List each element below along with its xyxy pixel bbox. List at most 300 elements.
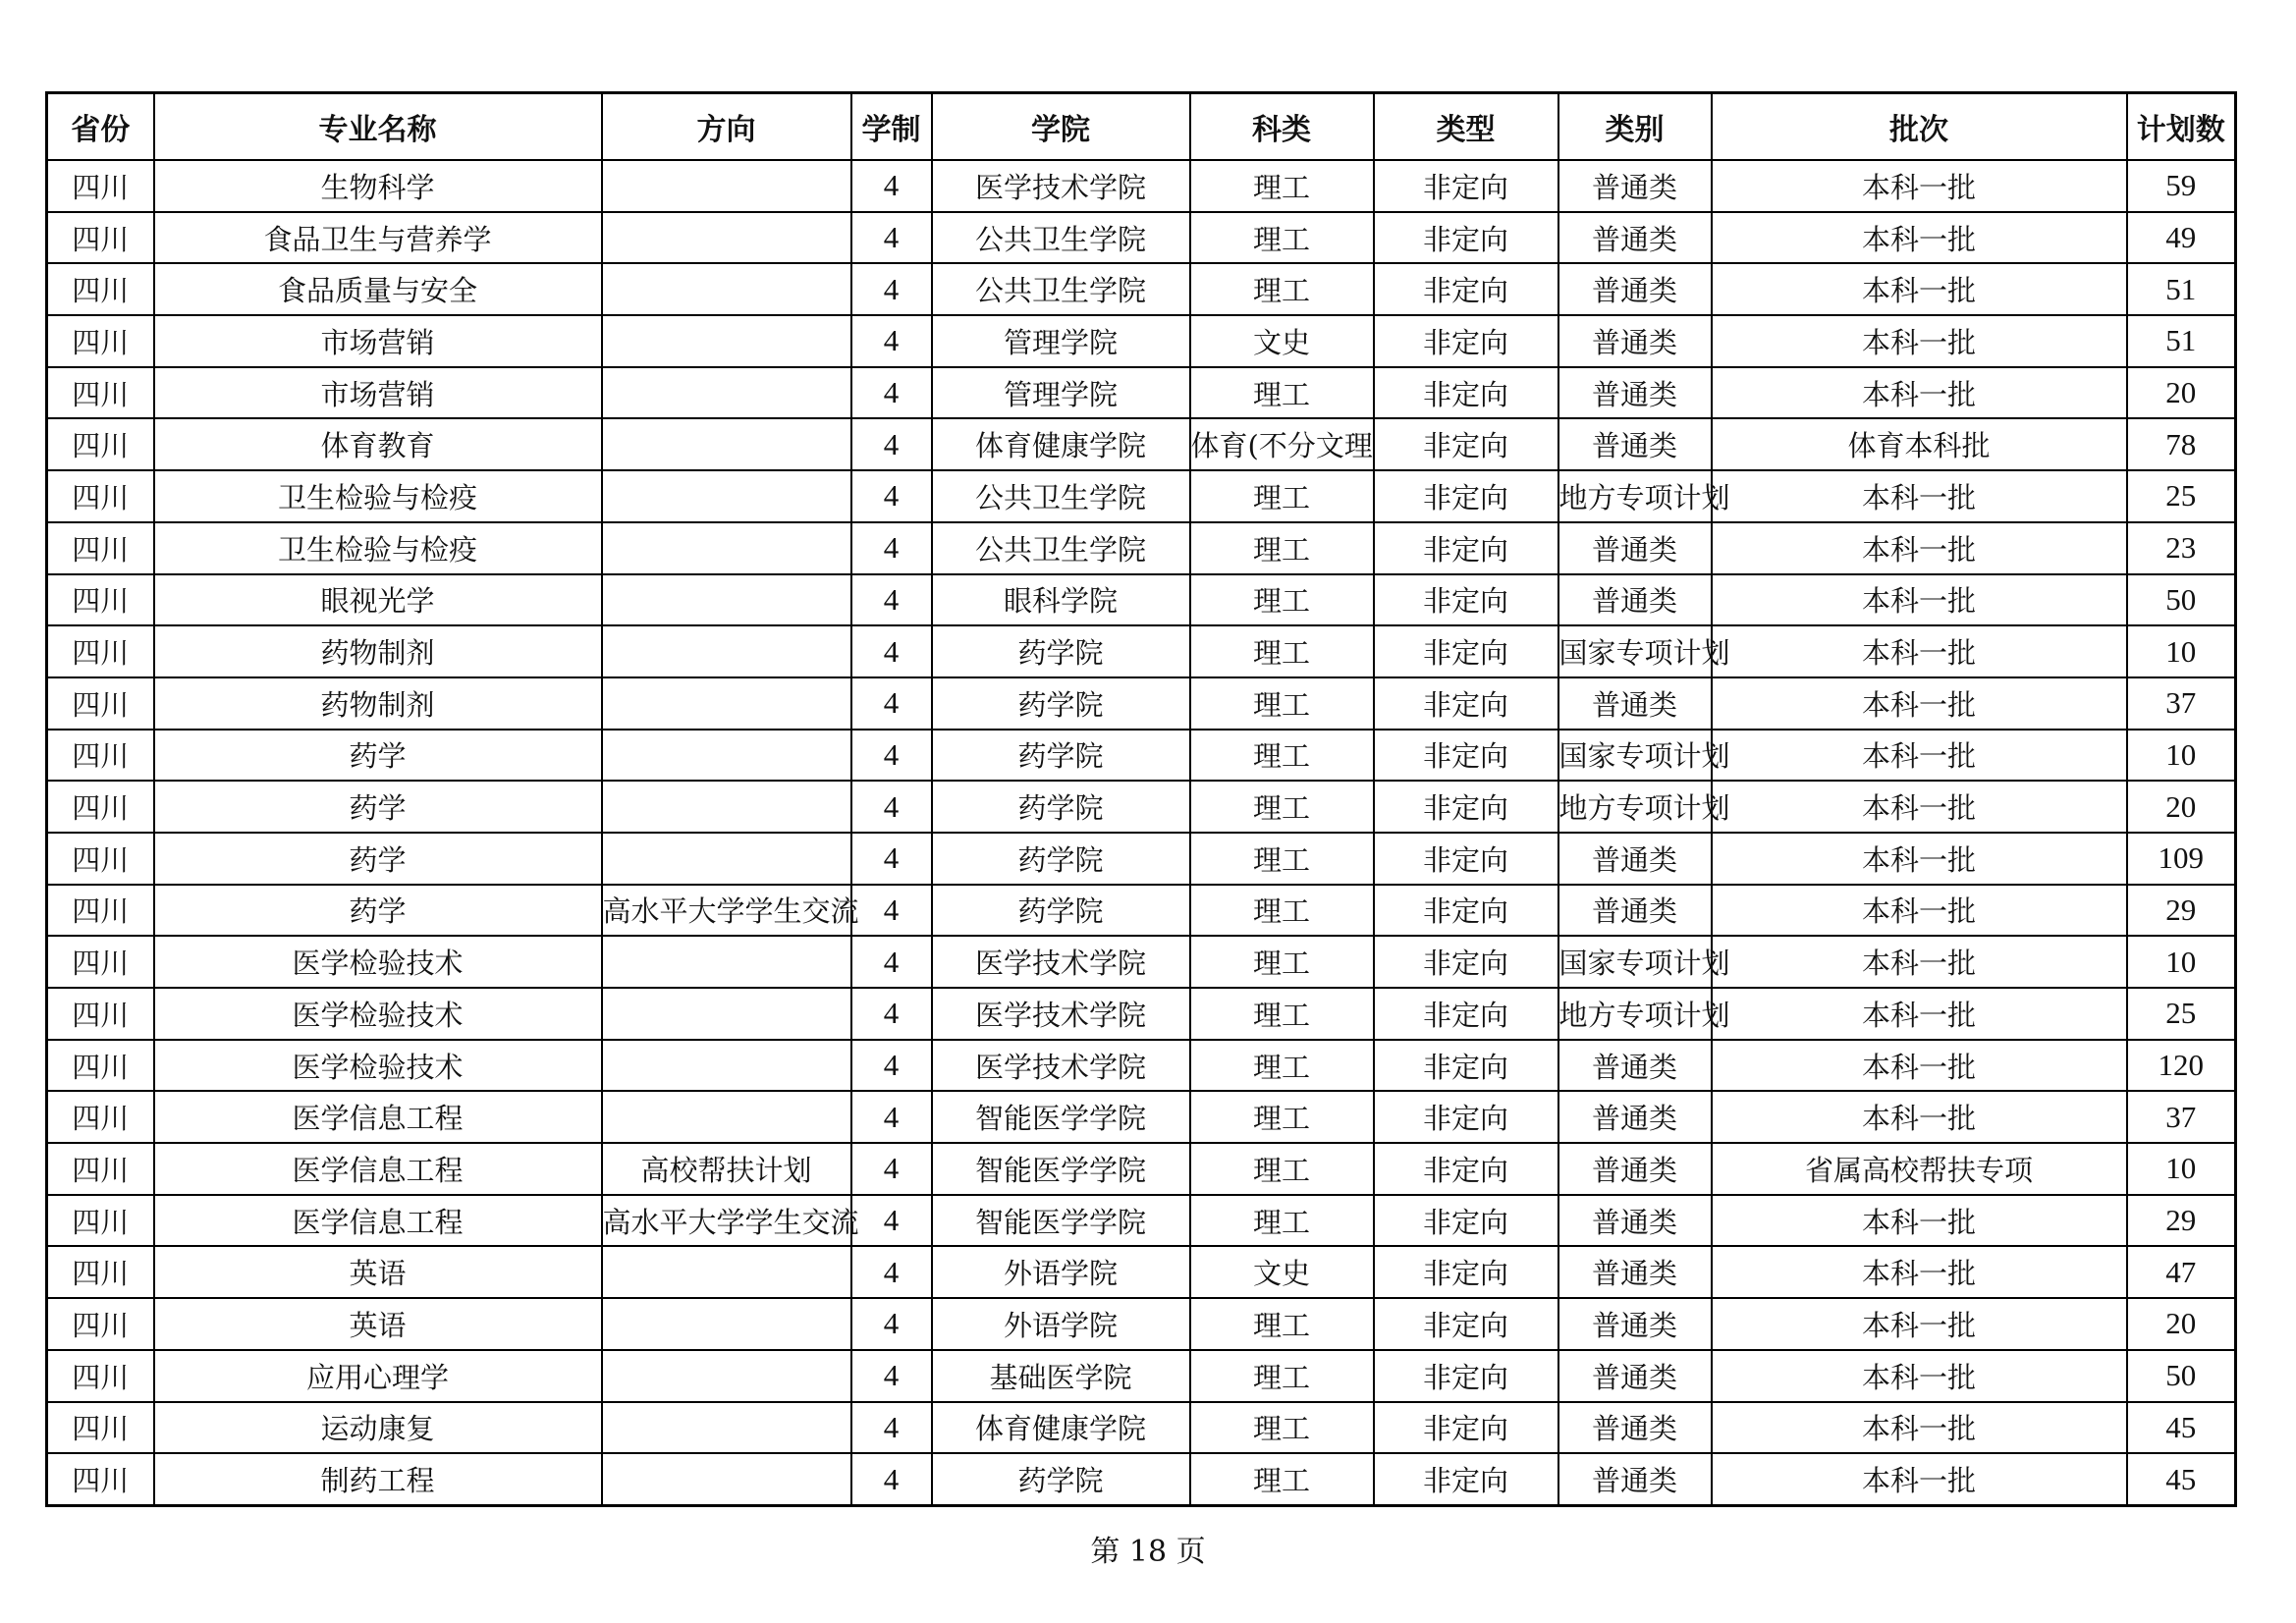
cell-major-name: 医学检验技术 <box>154 936 602 988</box>
table-row <box>47 936 2236 988</box>
cell-plan-count: 120 <box>2127 1040 2236 1092</box>
cell-duration: 4 <box>851 470 932 522</box>
cell-duration: 4 <box>851 1350 932 1402</box>
cell-plan-count: 29 <box>2127 885 2236 937</box>
cell-type: 非定向 <box>1374 936 1558 988</box>
cell-province: 四川 <box>47 470 154 522</box>
cell-college: 智能医学学院 <box>932 1091 1190 1143</box>
cell-class: 普通类 <box>1558 1453 1712 1505</box>
cell-plan-count: 59 <box>2127 160 2236 212</box>
cell-class: 普通类 <box>1558 1195 1712 1247</box>
table-row <box>47 212 2236 264</box>
cell-college: 外语学院 <box>932 1298 1190 1350</box>
cell-batch: 本科一批 <box>1712 1298 2127 1350</box>
cell-college: 药学院 <box>932 885 1190 937</box>
cell-direction <box>602 1453 851 1505</box>
cell-direction <box>602 212 851 264</box>
cell-batch: 本科一批 <box>1712 315 2127 367</box>
cell-province: 四川 <box>47 1040 154 1092</box>
cell-plan-count: 25 <box>2127 470 2236 522</box>
header-batch: 批次 <box>1712 93 2127 161</box>
cell-class: 普通类 <box>1558 885 1712 937</box>
cell-direction <box>602 1350 851 1402</box>
cell-class: 普通类 <box>1558 418 1712 470</box>
cell-plan-count: 47 <box>2127 1246 2236 1298</box>
cell-duration: 4 <box>851 730 932 782</box>
cell-duration: 4 <box>851 1453 932 1505</box>
cell-class: 普通类 <box>1558 574 1712 626</box>
cell-province: 四川 <box>47 1246 154 1298</box>
cell-college: 医学技术学院 <box>932 988 1190 1040</box>
cell-class: 普通类 <box>1558 315 1712 367</box>
table-row <box>47 730 2236 782</box>
cell-subject-category: 理工 <box>1190 730 1374 782</box>
table-row <box>47 263 2236 315</box>
cell-direction <box>602 367 851 419</box>
cell-direction <box>602 1402 851 1454</box>
cell-direction <box>602 418 851 470</box>
cell-direction <box>602 1040 851 1092</box>
cell-plan-count: 51 <box>2127 263 2236 315</box>
cell-batch: 本科一批 <box>1712 470 2127 522</box>
cell-class: 普通类 <box>1558 1402 1712 1454</box>
cell-class: 普通类 <box>1558 263 1712 315</box>
cell-major-name: 制药工程 <box>154 1453 602 1505</box>
cell-duration: 4 <box>851 418 932 470</box>
cell-province: 四川 <box>47 885 154 937</box>
cell-college: 体育健康学院 <box>932 418 1190 470</box>
header-college: 学院 <box>932 93 1190 161</box>
cell-college: 医学技术学院 <box>932 160 1190 212</box>
cell-direction <box>602 625 851 677</box>
cell-duration: 4 <box>851 625 932 677</box>
table-row <box>47 1195 2236 1247</box>
cell-type: 非定向 <box>1374 263 1558 315</box>
cell-college: 药学院 <box>932 730 1190 782</box>
cell-class: 地方专项计划 <box>1558 470 1712 522</box>
cell-plan-count: 50 <box>2127 574 2236 626</box>
cell-type: 非定向 <box>1374 833 1558 885</box>
cell-subject-category: 理工 <box>1190 1298 1374 1350</box>
cell-subject-category: 理工 <box>1190 160 1374 212</box>
cell-college: 基础医学院 <box>932 1350 1190 1402</box>
table-row <box>47 522 2236 574</box>
table-header-row <box>47 93 2236 161</box>
cell-class: 普通类 <box>1558 677 1712 730</box>
cell-major-name: 卫生检验与检疫 <box>154 522 602 574</box>
cell-province: 四川 <box>47 677 154 730</box>
table-row <box>47 988 2236 1040</box>
table-row <box>47 315 2236 367</box>
cell-province: 四川 <box>47 1402 154 1454</box>
cell-major-name: 眼视光学 <box>154 574 602 626</box>
cell-direction <box>602 677 851 730</box>
cell-batch: 本科一批 <box>1712 1453 2127 1505</box>
cell-direction <box>602 730 851 782</box>
cell-province: 四川 <box>47 160 154 212</box>
cell-college: 公共卫生学院 <box>932 263 1190 315</box>
cell-college: 医学技术学院 <box>932 1040 1190 1092</box>
cell-province: 四川 <box>47 522 154 574</box>
cell-major-name: 药学 <box>154 730 602 782</box>
cell-subject-category: 理工 <box>1190 263 1374 315</box>
cell-subject-category: 理工 <box>1190 1091 1374 1143</box>
cell-class: 普通类 <box>1558 1350 1712 1402</box>
cell-major-name: 食品卫生与营养学 <box>154 212 602 264</box>
cell-batch: 本科一批 <box>1712 730 2127 782</box>
cell-subject-category: 理工 <box>1190 1453 1374 1505</box>
cell-subject-category: 理工 <box>1190 988 1374 1040</box>
cell-duration: 4 <box>851 833 932 885</box>
cell-plan-count: 23 <box>2127 522 2236 574</box>
cell-subject-category: 理工 <box>1190 1195 1374 1247</box>
table-row <box>47 1298 2236 1350</box>
cell-direction <box>602 263 851 315</box>
cell-class: 普通类 <box>1558 833 1712 885</box>
cell-batch: 本科一批 <box>1712 574 2127 626</box>
cell-major-name: 医学信息工程 <box>154 1091 602 1143</box>
cell-province: 四川 <box>47 367 154 419</box>
cell-college: 医学技术学院 <box>932 936 1190 988</box>
cell-plan-count: 10 <box>2127 625 2236 677</box>
cell-province: 四川 <box>47 212 154 264</box>
cell-batch: 本科一批 <box>1712 988 2127 1040</box>
cell-college: 体育健康学院 <box>932 1402 1190 1454</box>
cell-class: 国家专项计划 <box>1558 936 1712 988</box>
table-row <box>47 418 2236 470</box>
cell-type: 非定向 <box>1374 418 1558 470</box>
cell-direction: 高水平大学学生交流 <box>602 1195 851 1247</box>
cell-duration: 4 <box>851 781 932 833</box>
cell-type: 非定向 <box>1374 988 1558 1040</box>
cell-province: 四川 <box>47 625 154 677</box>
header-plan-count: 计划数 <box>2127 93 2236 161</box>
cell-duration: 4 <box>851 1091 932 1143</box>
header-direction: 方向 <box>602 93 851 161</box>
cell-subject-category: 理工 <box>1190 885 1374 937</box>
cell-duration: 4 <box>851 574 932 626</box>
cell-major-name: 生物科学 <box>154 160 602 212</box>
cell-duration: 4 <box>851 936 932 988</box>
cell-major-name: 医学检验技术 <box>154 1040 602 1092</box>
cell-class: 国家专项计划 <box>1558 730 1712 782</box>
cell-batch: 本科一批 <box>1712 1040 2127 1092</box>
cell-subject-category: 文史 <box>1190 1246 1374 1298</box>
cell-batch: 本科一批 <box>1712 1246 2127 1298</box>
cell-plan-count: 45 <box>2127 1402 2236 1454</box>
cell-major-name: 食品质量与安全 <box>154 263 602 315</box>
cell-plan-count: 10 <box>2127 1143 2236 1195</box>
cell-type: 非定向 <box>1374 522 1558 574</box>
table-row <box>47 1040 2236 1092</box>
table-row <box>47 833 2236 885</box>
cell-plan-count: 20 <box>2127 781 2236 833</box>
cell-class: 普通类 <box>1558 1091 1712 1143</box>
enrollment-plan-table <box>45 91 2237 1507</box>
cell-type: 非定向 <box>1374 1040 1558 1092</box>
cell-subject-category: 理工 <box>1190 1350 1374 1402</box>
cell-province: 四川 <box>47 1453 154 1505</box>
table-row <box>47 1453 2236 1505</box>
cell-college: 药学院 <box>932 1453 1190 1505</box>
cell-college: 外语学院 <box>932 1246 1190 1298</box>
cell-class: 普通类 <box>1558 1246 1712 1298</box>
cell-class: 普通类 <box>1558 1143 1712 1195</box>
cell-type: 非定向 <box>1374 367 1558 419</box>
cell-major-name: 药学 <box>154 781 602 833</box>
cell-plan-count: 49 <box>2127 212 2236 264</box>
cell-major-name: 医学信息工程 <box>154 1143 602 1195</box>
cell-major-name: 药学 <box>154 833 602 885</box>
cell-subject-category: 理工 <box>1190 470 1374 522</box>
cell-province: 四川 <box>47 988 154 1040</box>
header-subject-category: 科类 <box>1190 93 1374 161</box>
cell-duration: 4 <box>851 1298 932 1350</box>
table-row <box>47 781 2236 833</box>
cell-type: 非定向 <box>1374 625 1558 677</box>
cell-subject-category: 体育(不分文理 <box>1190 418 1374 470</box>
cell-duration: 4 <box>851 1040 932 1092</box>
cell-duration: 4 <box>851 1246 932 1298</box>
header-type: 类型 <box>1374 93 1558 161</box>
cell-type: 非定向 <box>1374 1402 1558 1454</box>
cell-type: 非定向 <box>1374 1246 1558 1298</box>
table-body <box>47 160 2236 1505</box>
cell-type: 非定向 <box>1374 212 1558 264</box>
cell-direction: 高校帮扶计划 <box>602 1143 851 1195</box>
cell-class: 普通类 <box>1558 1040 1712 1092</box>
cell-subject-category: 理工 <box>1190 522 1374 574</box>
cell-duration: 4 <box>851 315 932 367</box>
page-number: 第 18 页 <box>1090 1535 1206 1569</box>
cell-direction: 高水平大学学生交流 <box>602 885 851 937</box>
table-row <box>47 1246 2236 1298</box>
cell-batch: 本科一批 <box>1712 833 2127 885</box>
cell-class: 地方专项计划 <box>1558 988 1712 1040</box>
cell-province: 四川 <box>47 315 154 367</box>
cell-major-name: 市场营销 <box>154 315 602 367</box>
cell-plan-count: 37 <box>2127 1091 2236 1143</box>
cell-type: 非定向 <box>1374 315 1558 367</box>
table-row <box>47 1350 2236 1402</box>
cell-province: 四川 <box>47 730 154 782</box>
cell-college: 公共卫生学院 <box>932 212 1190 264</box>
cell-subject-category: 理工 <box>1190 677 1374 730</box>
cell-plan-count: 51 <box>2127 315 2236 367</box>
cell-subject-category: 理工 <box>1190 1402 1374 1454</box>
cell-duration: 4 <box>851 212 932 264</box>
header-province: 省份 <box>47 93 154 161</box>
cell-plan-count: 109 <box>2127 833 2236 885</box>
cell-duration: 4 <box>851 522 932 574</box>
cell-batch: 本科一批 <box>1712 367 2127 419</box>
cell-batch: 本科一批 <box>1712 212 2127 264</box>
cell-batch: 本科一批 <box>1712 625 2127 677</box>
cell-province: 四川 <box>47 781 154 833</box>
cell-direction <box>602 1091 851 1143</box>
cell-direction <box>602 315 851 367</box>
cell-plan-count: 45 <box>2127 1453 2236 1505</box>
cell-duration: 4 <box>851 885 932 937</box>
cell-direction <box>602 1298 851 1350</box>
cell-college: 药学院 <box>932 833 1190 885</box>
cell-subject-category: 理工 <box>1190 1143 1374 1195</box>
cell-duration: 4 <box>851 263 932 315</box>
cell-college: 公共卫生学院 <box>932 470 1190 522</box>
cell-duration: 4 <box>851 988 932 1040</box>
table-row <box>47 625 2236 677</box>
cell-major-name: 药物制剂 <box>154 625 602 677</box>
cell-major-name: 英语 <box>154 1298 602 1350</box>
cell-province: 四川 <box>47 1091 154 1143</box>
cell-batch: 本科一批 <box>1712 263 2127 315</box>
cell-type: 非定向 <box>1374 1350 1558 1402</box>
cell-type: 非定向 <box>1374 885 1558 937</box>
cell-province: 四川 <box>47 418 154 470</box>
cell-class: 普通类 <box>1558 522 1712 574</box>
cell-class: 普通类 <box>1558 1298 1712 1350</box>
cell-plan-count: 37 <box>2127 677 2236 730</box>
cell-type: 非定向 <box>1374 730 1558 782</box>
cell-college: 智能医学学院 <box>932 1143 1190 1195</box>
table-row <box>47 1402 2236 1454</box>
header-major-name: 专业名称 <box>154 93 602 161</box>
cell-college: 眼科学院 <box>932 574 1190 626</box>
cell-class: 普通类 <box>1558 212 1712 264</box>
cell-batch: 本科一批 <box>1712 1091 2127 1143</box>
cell-type: 非定向 <box>1374 1298 1558 1350</box>
cell-college: 管理学院 <box>932 315 1190 367</box>
cell-type: 非定向 <box>1374 781 1558 833</box>
cell-type: 非定向 <box>1374 1091 1558 1143</box>
cell-type: 非定向 <box>1374 677 1558 730</box>
cell-class: 普通类 <box>1558 160 1712 212</box>
cell-plan-count: 29 <box>2127 1195 2236 1247</box>
cell-subject-category: 理工 <box>1190 936 1374 988</box>
cell-plan-count: 10 <box>2127 936 2236 988</box>
cell-subject-category: 理工 <box>1190 833 1374 885</box>
cell-type: 非定向 <box>1374 1453 1558 1505</box>
cell-major-name: 医学检验技术 <box>154 988 602 1040</box>
table-row <box>47 677 2236 730</box>
header-class: 类别 <box>1558 93 1712 161</box>
cell-class: 普通类 <box>1558 367 1712 419</box>
cell-duration: 4 <box>851 677 932 730</box>
cell-duration: 4 <box>851 1195 932 1247</box>
cell-province: 四川 <box>47 263 154 315</box>
cell-type: 非定向 <box>1374 1143 1558 1195</box>
cell-batch: 本科一批 <box>1712 160 2127 212</box>
table-row <box>47 885 2236 937</box>
cell-direction <box>602 1246 851 1298</box>
cell-college: 药学院 <box>932 781 1190 833</box>
cell-duration: 4 <box>851 1143 932 1195</box>
cell-duration: 4 <box>851 367 932 419</box>
cell-major-name: 运动康复 <box>154 1402 602 1454</box>
cell-class: 国家专项计划 <box>1558 625 1712 677</box>
cell-province: 四川 <box>47 833 154 885</box>
cell-major-name: 应用心理学 <box>154 1350 602 1402</box>
cell-province: 四川 <box>47 1350 154 1402</box>
cell-type: 非定向 <box>1374 470 1558 522</box>
cell-province: 四川 <box>47 574 154 626</box>
table-row <box>47 1091 2236 1143</box>
cell-college: 药学院 <box>932 625 1190 677</box>
cell-direction <box>602 160 851 212</box>
table-row <box>47 367 2236 419</box>
cell-major-name: 卫生检验与检疫 <box>154 470 602 522</box>
cell-batch: 本科一批 <box>1712 885 2127 937</box>
cell-subject-category: 理工 <box>1190 781 1374 833</box>
cell-subject-category: 理工 <box>1190 625 1374 677</box>
cell-plan-count: 78 <box>2127 418 2236 470</box>
cell-subject-category: 文史 <box>1190 315 1374 367</box>
cell-subject-category: 理工 <box>1190 574 1374 626</box>
cell-plan-count: 10 <box>2127 730 2236 782</box>
header-duration: 学制 <box>851 93 932 161</box>
cell-major-name: 药物制剂 <box>154 677 602 730</box>
cell-batch: 本科一批 <box>1712 522 2127 574</box>
cell-batch: 体育本科批 <box>1712 418 2127 470</box>
cell-major-name: 市场营销 <box>154 367 602 419</box>
cell-major-name: 医学信息工程 <box>154 1195 602 1247</box>
cell-direction <box>602 522 851 574</box>
table-row <box>47 574 2236 626</box>
cell-direction <box>602 781 851 833</box>
cell-province: 四川 <box>47 1143 154 1195</box>
cell-college: 管理学院 <box>932 367 1190 419</box>
cell-major-name: 英语 <box>154 1246 602 1298</box>
cell-college: 药学院 <box>932 677 1190 730</box>
cell-direction <box>602 470 851 522</box>
cell-type: 非定向 <box>1374 1195 1558 1247</box>
cell-duration: 4 <box>851 1402 932 1454</box>
cell-plan-count: 20 <box>2127 367 2236 419</box>
cell-direction <box>602 833 851 885</box>
cell-province: 四川 <box>47 936 154 988</box>
cell-major-name: 体育教育 <box>154 418 602 470</box>
cell-plan-count: 20 <box>2127 1298 2236 1350</box>
cell-subject-category: 理工 <box>1190 1040 1374 1092</box>
table-row <box>47 160 2236 212</box>
cell-province: 四川 <box>47 1298 154 1350</box>
cell-batch: 本科一批 <box>1712 936 2127 988</box>
cell-batch: 本科一批 <box>1712 1350 2127 1402</box>
cell-college: 公共卫生学院 <box>932 522 1190 574</box>
cell-plan-count: 50 <box>2127 1350 2236 1402</box>
cell-duration: 4 <box>851 160 932 212</box>
cell-batch: 本科一批 <box>1712 677 2127 730</box>
cell-subject-category: 理工 <box>1190 212 1374 264</box>
cell-batch: 省属高校帮扶专项 <box>1712 1143 2127 1195</box>
cell-college: 智能医学学院 <box>932 1195 1190 1247</box>
cell-batch: 本科一批 <box>1712 1402 2127 1454</box>
cell-major-name: 药学 <box>154 885 602 937</box>
cell-direction <box>602 574 851 626</box>
cell-province: 四川 <box>47 1195 154 1247</box>
cell-plan-count: 25 <box>2127 988 2236 1040</box>
cell-batch: 本科一批 <box>1712 1195 2127 1247</box>
cell-direction <box>602 936 851 988</box>
cell-batch: 本科一批 <box>1712 781 2127 833</box>
cell-class: 地方专项计划 <box>1558 781 1712 833</box>
table-row <box>47 1143 2236 1195</box>
cell-subject-category: 理工 <box>1190 367 1374 419</box>
cell-type: 非定向 <box>1374 574 1558 626</box>
cell-type: 非定向 <box>1374 160 1558 212</box>
cell-direction <box>602 988 851 1040</box>
table-row <box>47 470 2236 522</box>
